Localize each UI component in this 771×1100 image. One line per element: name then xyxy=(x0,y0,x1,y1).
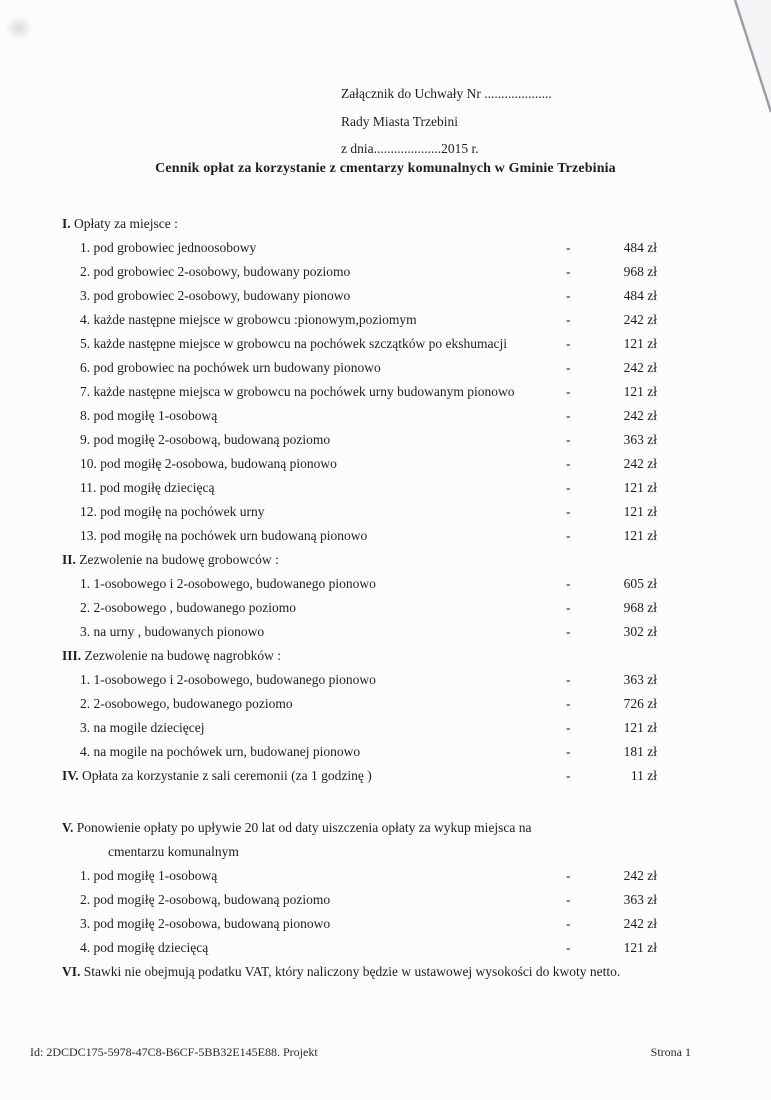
item-row xyxy=(62,356,658,380)
item-row xyxy=(62,500,658,524)
document-header-block xyxy=(341,80,552,163)
section-heading-text: Zezwolenie na budowę grobowców : xyxy=(79,552,279,567)
price-value: 121 zł xyxy=(623,720,657,735)
item-row xyxy=(62,912,658,936)
item-text: pod mogiłę na pochówek urny xyxy=(100,504,265,519)
item-number: 13. xyxy=(80,528,97,543)
price-value: 181 zł xyxy=(623,744,657,759)
price-value: 121 zł xyxy=(623,940,657,955)
section-heading-line2 xyxy=(62,840,658,864)
header-line-attachment: Załącznik do Uchwały Nr .................... xyxy=(341,86,552,101)
item-text: każde następne miejsce w grobowcu :pionowym,poziomym xyxy=(93,312,417,327)
item-number: 6. xyxy=(80,360,91,375)
price-dash: - xyxy=(566,892,571,907)
price-value: 121 zł xyxy=(623,336,657,351)
section-heading-row xyxy=(62,764,658,788)
item-row xyxy=(62,668,658,692)
item-text: na urny , budowanych pionowo xyxy=(93,624,265,639)
item-text: 1-osobowego i 2-osobowego, budowanego pionowo xyxy=(93,672,376,687)
item-number: 12. xyxy=(80,504,97,519)
item-text: pod grobowiec jednoosobowy xyxy=(93,240,257,255)
price-dash: - xyxy=(566,312,571,327)
item-row xyxy=(62,572,658,596)
price-dash: - xyxy=(566,720,571,735)
item-text: każde następne miejsca w grobowcu na pochówek urny budowanym pionowo xyxy=(93,384,515,399)
price-dash: - xyxy=(566,696,571,711)
section-numeral: II. xyxy=(62,552,76,567)
section-numeral: I. xyxy=(62,216,71,231)
price-value: 363 zł xyxy=(623,892,657,907)
section-heading-text: Ponowienie opłaty po upływie 20 lat od daty uiszczenia opłaty za wykup miejsca na xyxy=(76,820,532,835)
price-value: 242 zł xyxy=(623,360,657,375)
price-value: 121 zł xyxy=(623,480,657,495)
section-heading-text: Zezwolenie na budowę nagrobków : xyxy=(84,648,281,663)
item-row xyxy=(62,476,658,500)
price-value: 363 zł xyxy=(623,672,657,687)
item-number: 2. xyxy=(80,264,91,279)
section-numeral: V. xyxy=(62,820,74,835)
footer-page-number: Strona 1 xyxy=(650,1045,691,1059)
price-value: 484 zł xyxy=(623,240,657,255)
price-value: 302 zł xyxy=(623,624,657,639)
item-row xyxy=(62,596,658,620)
price-value: 968 zł xyxy=(623,600,657,615)
item-text: pod mogiłę 2-osobową, budowaną poziomo xyxy=(93,432,331,447)
item-number: 7. xyxy=(80,384,91,399)
price-dash: - xyxy=(566,600,571,615)
item-text: 2-osobowego, budowanego poziomo xyxy=(93,696,293,711)
item-row xyxy=(62,284,658,308)
item-row xyxy=(62,888,658,912)
price-dash: - xyxy=(566,336,571,351)
item-number: 9. xyxy=(80,432,91,447)
price-dash: - xyxy=(566,768,571,783)
item-number: 3. xyxy=(80,624,91,639)
item-text: na mogile dziecięcej xyxy=(93,720,205,735)
section-heading-text: Stawki nie obejmują podatku VAT, który naliczony będzie w ustawowej wysokości do kwoty netto. xyxy=(83,964,621,979)
price-dash: - xyxy=(566,408,571,423)
section-iv xyxy=(62,764,658,788)
sections xyxy=(62,212,658,984)
price-dash: - xyxy=(566,576,571,591)
item-text: pod mogiłę dziecięcą xyxy=(99,480,215,495)
section-vi xyxy=(62,960,658,984)
price-dash: - xyxy=(566,868,571,883)
price-dash: - xyxy=(566,528,571,543)
item-number: 3. xyxy=(80,720,91,735)
item-text: 2-osobowego , budowanego poziomo xyxy=(93,600,296,615)
price-dash: - xyxy=(566,480,571,495)
price-value: 363 zł xyxy=(623,432,657,447)
price-value: 726 zł xyxy=(623,696,657,711)
item-number: 2. xyxy=(80,892,91,907)
item-row xyxy=(62,452,658,476)
price-value: 242 zł xyxy=(623,312,657,327)
item-number: 1. xyxy=(80,240,91,255)
item-text: pod grobowiec 2-osobowy, budowany poziomo xyxy=(93,264,351,279)
item-number: 3. xyxy=(80,916,91,931)
item-row xyxy=(62,740,658,764)
item-number: 1. xyxy=(80,868,91,883)
price-value: 968 zł xyxy=(623,264,657,279)
item-row xyxy=(62,716,658,740)
section-heading-row xyxy=(62,212,658,236)
price-dash: - xyxy=(566,288,571,303)
item-number: 11. xyxy=(80,480,97,495)
price-value: 484 zł xyxy=(623,288,657,303)
item-number: 8. xyxy=(80,408,91,423)
item-number: 1. xyxy=(80,576,91,591)
item-number: 2. xyxy=(80,600,91,615)
price-dash: - xyxy=(566,240,571,255)
section-iii xyxy=(62,644,658,764)
item-text: 1-osobowego i 2-osobowego, budowanego pionowo xyxy=(93,576,376,591)
price-value: 242 zł xyxy=(623,868,657,883)
item-row xyxy=(62,692,658,716)
document-title: Cennik opłat za korzystanie z cmentarzy komunalnych w Gminie Trzebinia xyxy=(155,161,616,176)
item-row xyxy=(62,380,658,404)
scan-smudge-artifact xyxy=(5,16,33,40)
section-heading-row xyxy=(62,644,658,668)
item-number: 5. xyxy=(80,336,91,351)
price-dash: - xyxy=(566,744,571,759)
section-numeral: IV. xyxy=(62,768,79,783)
item-row xyxy=(62,404,658,428)
section-heading-text: Opłata za korzystanie z sali ceremonii (za 1 godzinę ) xyxy=(82,768,372,783)
section-numeral: III. xyxy=(62,648,82,663)
item-row xyxy=(62,428,658,452)
header-line-date: z dnia....................2015 r. xyxy=(341,141,479,156)
item-row xyxy=(62,620,658,644)
price-dash: - xyxy=(566,360,571,375)
item-row xyxy=(62,308,658,332)
section-heading-row xyxy=(62,960,658,984)
price-dash: - xyxy=(566,504,571,519)
price-value: 242 zł xyxy=(623,456,657,471)
price-value: 121 zł xyxy=(623,384,657,399)
item-number: 3. xyxy=(80,288,91,303)
section-heading-line2-text: cmentarzu komunalnym xyxy=(108,844,239,859)
item-text: pod mogiłę 1-osobową xyxy=(93,868,218,883)
price-value: 605 zł xyxy=(623,576,657,591)
section-heading-text: Opłaty za miejsce : xyxy=(74,216,178,231)
price-value: 11 zł xyxy=(630,768,657,783)
item-text: pod mogiłę na pochówek urn budowaną pionowo xyxy=(100,528,368,543)
item-number: 4. xyxy=(80,312,91,327)
section-i xyxy=(62,212,658,548)
item-text: pod grobowiec na pochówek urn budowany pionowo xyxy=(93,360,381,375)
price-dash: - xyxy=(566,384,571,399)
price-dash: - xyxy=(566,940,571,955)
scan-corner-artifact xyxy=(725,0,771,122)
price-value: 121 zł xyxy=(623,528,657,543)
item-row xyxy=(62,236,658,260)
item-row xyxy=(62,332,658,356)
header-line-council: Rady Miasta Trzebini xyxy=(341,113,458,129)
price-dash: - xyxy=(566,264,571,279)
item-number: 4. xyxy=(80,940,91,955)
item-text: pod mogiłę 1-osobową xyxy=(93,408,218,423)
item-row xyxy=(62,260,658,284)
item-text: na mogile na pochówek urn, budowanej pionowo xyxy=(93,744,361,759)
item-text: pod mogiłę dziecięcą xyxy=(93,940,209,955)
item-number: 1. xyxy=(80,672,91,687)
price-value: 242 zł xyxy=(623,916,657,931)
item-text: pod grobowiec 2-osobowy, budowany pionowo xyxy=(93,288,351,303)
item-row xyxy=(62,524,658,548)
price-dash: - xyxy=(566,456,571,471)
section-numeral: VI. xyxy=(62,964,81,979)
section-heading-row xyxy=(62,816,658,840)
section-ii xyxy=(62,548,658,644)
item-text: każde następne miejsce w grobowcu na pochówek szczątków po ekshumacji xyxy=(93,336,507,351)
item-number: 10. xyxy=(80,456,97,471)
item-number: 2. xyxy=(80,696,91,711)
item-row xyxy=(62,864,658,888)
item-number: 4. xyxy=(80,744,91,759)
item-text: pod mogiłę 2-osobową, budowaną poziomo xyxy=(93,892,331,907)
price-value: 242 zł xyxy=(623,408,657,423)
footer-document-id: Id: 2DCDC175-5978-47C8-B6CF-5BB32E145E88. Projekt xyxy=(30,1045,318,1059)
item-text: pod mogiłę 2-osobowa, budowaną pionowo xyxy=(100,456,337,471)
price-value: 121 zł xyxy=(623,504,657,519)
price-dash: - xyxy=(566,672,571,687)
item-row xyxy=(62,936,658,960)
section-heading-row xyxy=(62,548,658,572)
item-text: pod mogiłę 2-osobowa, budowaną pionowo xyxy=(93,916,331,931)
price-dash: - xyxy=(566,624,571,639)
price-dash: - xyxy=(566,916,571,931)
section-v xyxy=(62,816,658,960)
price-dash: - xyxy=(566,432,571,447)
